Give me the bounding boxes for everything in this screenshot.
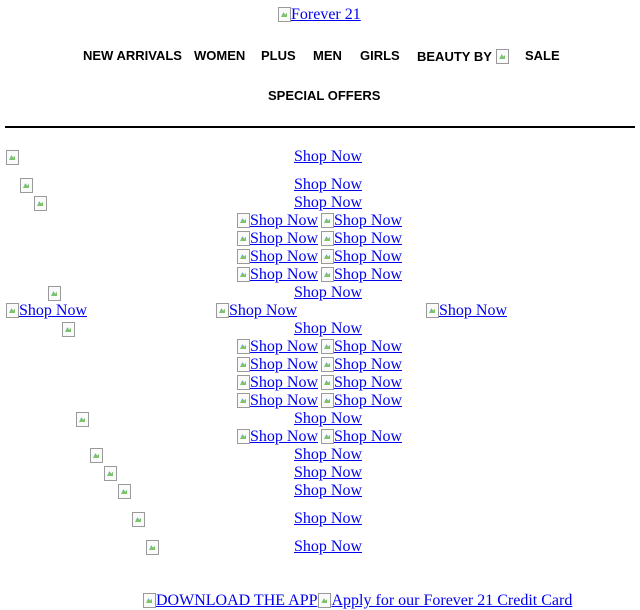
shop-now-label: Shop Now: [334, 338, 403, 355]
shop-now-label: Shop Now: [250, 248, 319, 265]
shop-now-label: Shop Now: [250, 338, 319, 355]
shop-now-image-link[interactable]: [320, 212, 402, 230]
shop-now-image-link[interactable]: [425, 302, 507, 320]
shop-now-label: Shop Now: [334, 230, 403, 247]
shop-now-label: Shop Now: [334, 392, 403, 409]
shop-now-link[interactable]: Shop Now: [294, 510, 363, 527]
shop-now-image-link[interactable]: [236, 392, 318, 410]
shop-now-image-link[interactable]: [215, 302, 297, 320]
broken-image-icon: [215, 302, 229, 318]
nav-divider: [5, 126, 635, 128]
shop-now-image-link[interactable]: [236, 248, 318, 266]
shop-now-link[interactable]: Shop Now: [294, 176, 363, 193]
shop-now-link[interactable]: Shop Now: [294, 148, 363, 165]
broken-image-icon: [320, 392, 334, 408]
shop-now-link[interactable]: Shop Now: [294, 320, 363, 337]
promo-image-icon[interactable]: [61, 321, 75, 337]
nav-women[interactable]: WOMEN: [194, 48, 246, 63]
shop-now-link[interactable]: Shop Now: [294, 446, 363, 463]
broken-image-icon: [236, 212, 250, 228]
nav-men[interactable]: MEN: [313, 48, 342, 63]
shop-now-image-link[interactable]: [320, 374, 402, 392]
download-app-text: DOWNLOAD THE APP: [156, 592, 318, 609]
shop-now-link[interactable]: Shop Now: [294, 482, 363, 499]
shop-now-label: Shop Now: [250, 374, 319, 391]
shop-now-label: Shop Now: [334, 428, 403, 445]
shop-now-label: Shop Now: [229, 302, 298, 319]
shop-now-image-link[interactable]: [320, 338, 402, 356]
shop-now-label: Shop Now: [334, 356, 403, 373]
broken-image-icon: [320, 338, 334, 354]
shop-now-image-link[interactable]: [320, 356, 402, 374]
shop-now-label: Shop Now: [334, 266, 403, 283]
broken-image-icon: [320, 356, 334, 372]
nav-plus[interactable]: PLUS: [261, 48, 296, 63]
promo-image-icon[interactable]: [131, 511, 145, 527]
shop-now-image-link[interactable]: [320, 428, 402, 446]
shop-now-image-link[interactable]: [236, 212, 318, 230]
broken-image-icon: [236, 230, 250, 246]
shop-now-label: Shop Now: [334, 248, 403, 265]
promo-image-icon[interactable]: [89, 447, 103, 463]
shop-now-image-link[interactable]: [236, 374, 318, 392]
shop-now-image-link[interactable]: [236, 266, 318, 284]
promo-image-icon[interactable]: [47, 285, 61, 301]
shop-now-image-link[interactable]: [320, 230, 402, 248]
shop-now-label: Shop Now: [334, 212, 403, 229]
nav-beauty-by[interactable]: [417, 48, 509, 65]
credit-card-link[interactable]: [317, 592, 572, 609]
shop-now-label: Shop Now: [250, 428, 319, 445]
promo-image-icon[interactable]: [5, 149, 19, 165]
shop-now-image-link[interactable]: [320, 266, 402, 284]
broken-image-icon: [236, 356, 250, 372]
nav-sale[interactable]: SALE: [525, 48, 560, 63]
broken-image-icon: [236, 266, 250, 282]
broken-image-icon: [236, 248, 250, 264]
shop-now-label: Shop Now: [250, 356, 319, 373]
logo-alt-text: Forever 21: [291, 6, 361, 23]
broken-image-icon: [425, 302, 439, 318]
promo-image-icon[interactable]: [103, 465, 117, 481]
shop-now-link[interactable]: Shop Now: [294, 410, 363, 427]
promo-image-icon[interactable]: [19, 177, 33, 193]
broken-image-icon: [320, 212, 334, 228]
shop-now-image-link[interactable]: [236, 230, 318, 248]
broken-image-icon: [320, 374, 334, 390]
beauty-logo-icon: [495, 48, 509, 62]
broken-image-icon: [320, 248, 334, 264]
broken-image-icon: [320, 428, 334, 444]
shop-now-image-link[interactable]: [320, 248, 402, 266]
broken-image-icon: [320, 266, 334, 282]
shop-now-label: Shop Now: [439, 302, 508, 319]
app-badge-icon: [142, 592, 156, 608]
broken-image-icon: [277, 6, 291, 22]
nav-girls[interactable]: GIRLS: [360, 48, 400, 63]
footer-row: [142, 592, 572, 610]
credit-card-text: Apply for our Forever 21 Credit Card: [331, 592, 573, 609]
credit-card-icon: [317, 592, 331, 608]
broken-image-icon: [236, 374, 250, 390]
shop-now-label: Shop Now: [250, 212, 319, 229]
shop-now-link[interactable]: Shop Now: [294, 284, 363, 301]
shop-now-image-link[interactable]: [5, 302, 87, 320]
shop-now-image-link[interactable]: [236, 356, 318, 374]
logo-link[interactable]: [277, 6, 361, 24]
shop-now-link[interactable]: Shop Now: [294, 538, 363, 555]
nav-special-offers[interactable]: SPECIAL OFFERS: [268, 88, 381, 103]
broken-image-icon: [236, 338, 250, 354]
download-app-link[interactable]: [142, 592, 317, 609]
promo-image-icon[interactable]: [117, 483, 131, 499]
shop-now-label: Shop Now: [19, 302, 88, 319]
broken-image-icon: [5, 302, 19, 318]
promo-image-icon[interactable]: [75, 411, 89, 427]
broken-image-icon: [236, 392, 250, 408]
shop-now-link[interactable]: Shop Now: [294, 464, 363, 481]
broken-image-icon: [320, 230, 334, 246]
shop-now-image-link[interactable]: [236, 338, 318, 356]
nav-new-arrivals[interactable]: NEW ARRIVALS: [83, 48, 182, 63]
shop-now-label: Shop Now: [250, 230, 319, 247]
shop-now-label: Shop Now: [334, 374, 403, 391]
promo-image-icon[interactable]: [145, 539, 159, 555]
shop-now-label: Shop Now: [250, 266, 319, 283]
nav-beauty-label: BEAUTY BY: [417, 49, 492, 64]
shop-now-image-link[interactable]: [236, 428, 318, 446]
broken-image-icon: [236, 428, 250, 444]
shop-now-link[interactable]: Shop Now: [294, 194, 363, 211]
shop-now-label: Shop Now: [250, 392, 319, 409]
shop-now-image-link[interactable]: [320, 392, 402, 410]
promo-image-icon[interactable]: [33, 195, 47, 211]
